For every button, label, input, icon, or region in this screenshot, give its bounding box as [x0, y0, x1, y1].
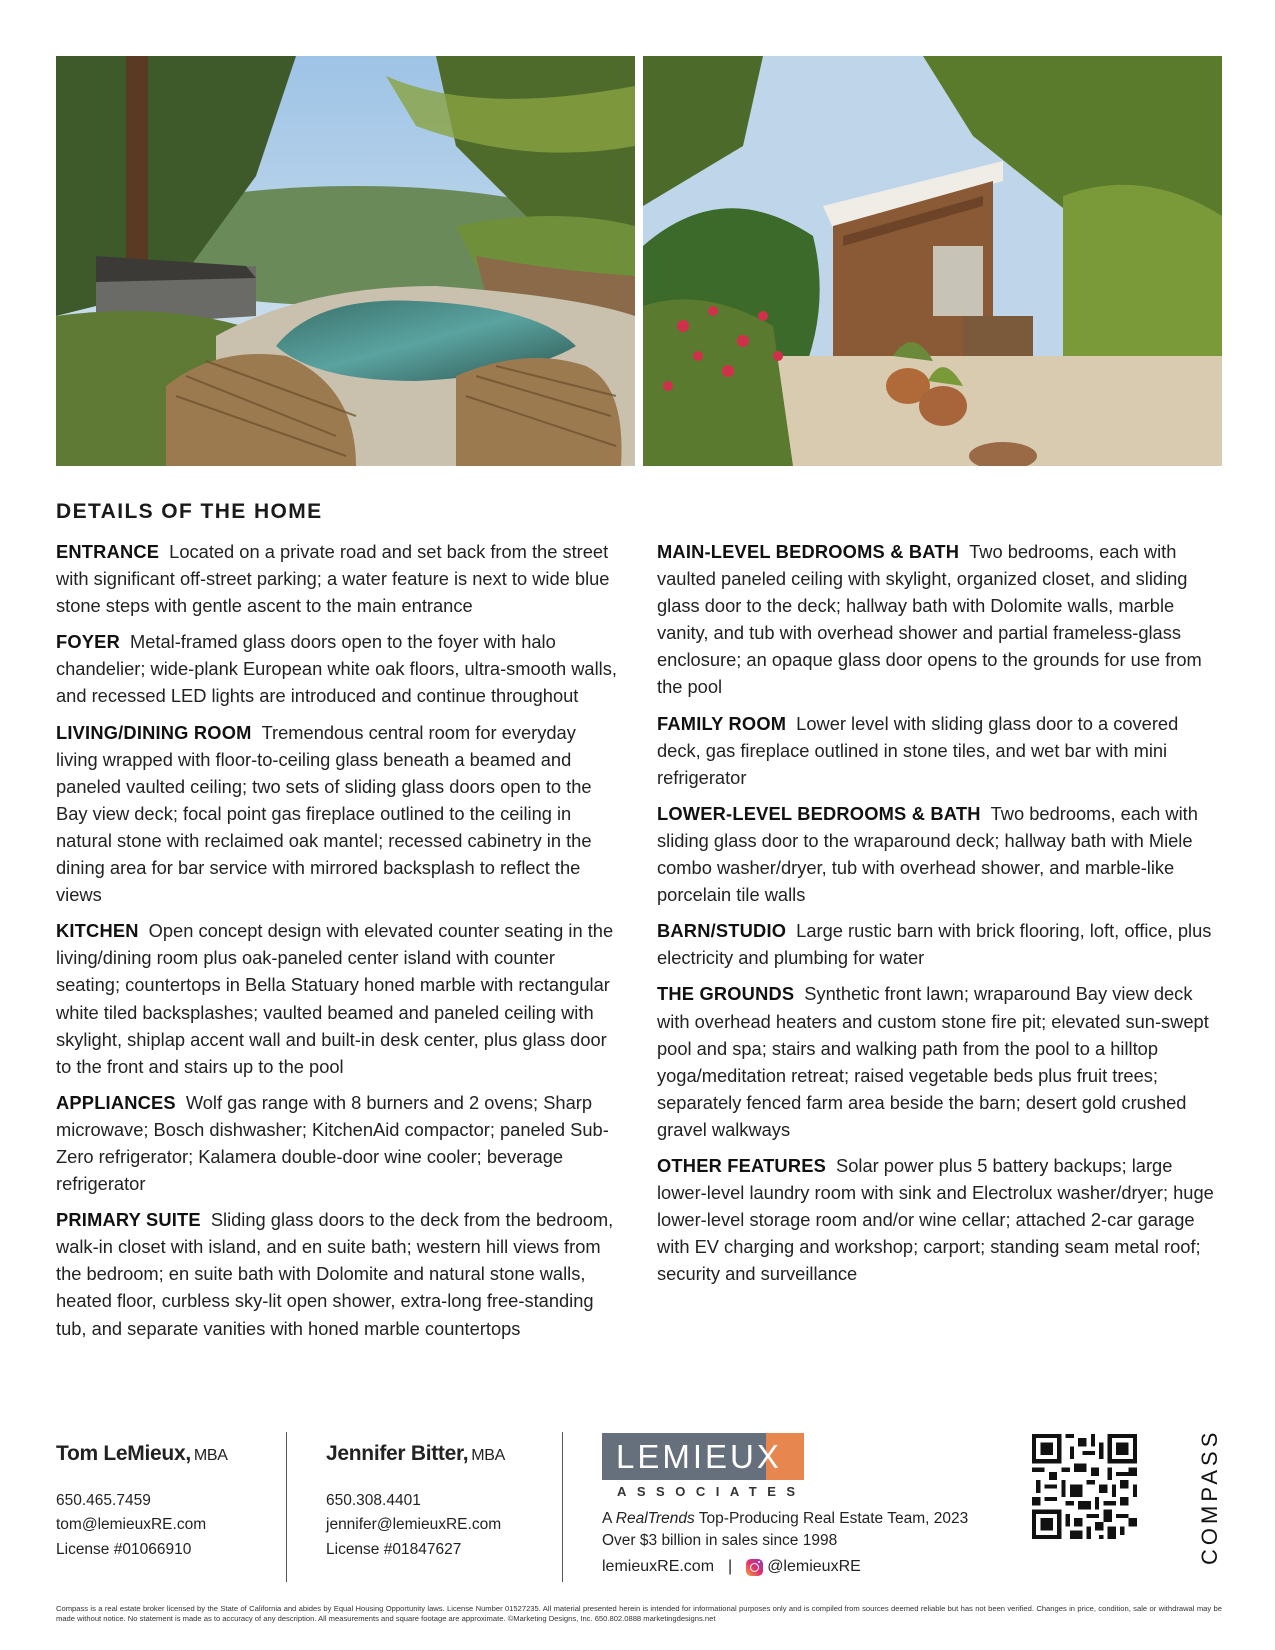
brand-tagline	[602, 1508, 968, 1552]
detail-text: Large rustic barn with brick flooring, loft, office, plus electricity and plumbing for water	[657, 920, 1212, 969]
detail-heading: APPLIANCES	[56, 1091, 176, 1113]
detail-heading: LIVING/DINING ROOM	[56, 721, 252, 743]
detail-text: Tremendous central room for everyday living wrapped with floor-to-ceiling glass beneath a beamed and paneled vaulted ceiling; two sets of sliding glass doors open to the Bay view deck; focal point gas fireplace outlined to the ceiling in natural stone with reclaimed oak mantel; recessed cabinetry in the dining area for bar service with mirrored backsplash to reflect the views	[56, 721, 592, 906]
detail-text: Located on a private road and set back from the street with significant off-street parking; a water feature is next to wide blue stone steps with gentle ascent to the main entrance	[56, 541, 610, 617]
web-links	[602, 1558, 861, 1576]
agent-credential: MBA	[471, 1447, 506, 1464]
agent-license: License #01847627	[326, 1540, 462, 1558]
detail-the-grounds	[657, 980, 1223, 1143]
detail-text: Lower level with sliding glass door to a covered deck, gas fireplace outlined in stone tiles, and wet bar with mini refrigerator	[657, 712, 1179, 788]
detail-heading: BARN/STUDIO	[657, 920, 787, 942]
details-left-column	[56, 538, 622, 1351]
barn-garden-photo	[643, 56, 1222, 466]
detail-text: Solar power plus 5 battery backups; large lower-level laundry room with sink and Electrolux washer/dryer; huge lower-level storage room and/or wine cellar; attached 2-car garage with EV charging and workshop; carport; standing seam metal roof; security and surveillance	[657, 1154, 1214, 1285]
agent-email[interactable]: tom@lemieuxRE.com	[56, 1516, 207, 1533]
detail-primary-suite	[56, 1206, 622, 1341]
detail-other-features	[657, 1152, 1223, 1287]
detail-heading: ENTRANCE	[56, 541, 160, 562]
detail-heading: FAMILY ROOM	[657, 712, 787, 734]
detail-text: Metal-framed glass doors open to the foyer with halo chandelier; wide-plank European white oak floors, ultra-smooth walls, and recessed LED lights are introduced and continue throughout	[56, 631, 617, 707]
instagram-icon	[746, 1559, 763, 1576]
detail-text: Sliding glass doors to the deck from the bedroom, walk-in closet with island, and en suite bath; western hill views from the bedroom; en suite bath with Dolomite and natural stone walls, heated floor, curbless sky-lit open shower, extra-long free-standing tub, and separate vanities with honed marble countertops	[56, 1209, 614, 1339]
detail-text: Two bedrooms, each with vaulted paneled ceiling with skylight, organized closet, and sliding glass door to the deck; hallway bath with Dolomite walls, marble vanity, and tub with overhead shower and partial frameless-glass enclosure; an opaque glass door opens to the grounds for use from the pool	[657, 541, 1202, 698]
agent-name-text: Jennifer Bitter,	[326, 1442, 469, 1465]
instagram-handle[interactable]: @lemieuxRE	[767, 1558, 861, 1575]
tagline-line-2: Over $3 billion in sales since 1998	[602, 1532, 838, 1549]
detail-text: Open concept design with elevated counter seating in the living/dining room plus oak-paneled center island with counter seating; countertops in Bella Statuary honed marble with rectangular white tiled backsplashes; vaulted beamed and paneled ceiling with skylight, shiplap accent wall and built-in desk center, plus glass door to the front and stairs up to the pool	[56, 920, 614, 1077]
detail-heading: OTHER FEATURES	[657, 1154, 827, 1176]
lemieux-logo	[602, 1433, 804, 1480]
tagline-rest: Top-Producing Real Estate Team, 2023	[694, 1510, 969, 1527]
tagline-italic: RealTrends	[615, 1510, 695, 1527]
detail-heading: FOYER	[56, 631, 120, 653]
logo-subtitle: ASSOCIATES	[617, 1484, 806, 1499]
agent-phone[interactable]: 650.308.4401	[326, 1491, 421, 1509]
agent-credential: MBA	[193, 1447, 228, 1464]
agent-card-jennifer	[326, 1442, 505, 1562]
detail-living-dining	[56, 719, 622, 909]
detail-family-room	[657, 710, 1223, 791]
detail-kitchen	[56, 917, 622, 1080]
website-link[interactable]: lemieuxRE.com	[602, 1558, 715, 1575]
detail-heading: KITCHEN	[56, 920, 139, 942]
agent-name	[56, 1442, 228, 1469]
compass-logo: COMPASS	[1197, 1428, 1222, 1565]
tagline-line-1	[602, 1508, 968, 1530]
detail-foyer	[56, 628, 622, 709]
qr-code-icon[interactable]	[1032, 1434, 1137, 1539]
detail-appliances	[56, 1089, 622, 1197]
detail-heading: MAIN-LEVEL BEDROOMS & BATH	[657, 541, 960, 562]
divider	[562, 1432, 563, 1582]
detail-text: Two bedrooms, each with sliding glass door to the wraparound deck; hallway bath with Miele combo washer/dryer, tub with overhead shower, and marble-like porcelain tile walls	[657, 802, 1198, 906]
detail-entrance	[56, 538, 622, 619]
detail-main-level-bedrooms	[657, 538, 1223, 701]
detail-heading: PRIMARY SUITE	[56, 1209, 201, 1231]
tagline-prefix: A	[602, 1510, 616, 1527]
divider	[286, 1432, 287, 1582]
agent-license: License #01066910	[56, 1540, 192, 1558]
detail-lower-level-bedrooms	[657, 800, 1223, 908]
agent-name	[326, 1442, 505, 1469]
pool-photo	[56, 56, 635, 466]
link-separator: |	[728, 1558, 733, 1575]
details-title: DETAILS OF THE HOME	[56, 500, 323, 523]
agent-email[interactable]: jennifer@lemieuxRE.com	[326, 1516, 502, 1533]
agent-phone[interactable]: 650.465.7459	[56, 1491, 151, 1509]
detail-text: Wolf gas range with 8 burners and 2 ovens; Sharp microwave; Bosch dishwasher; KitchenAid compactor; paneled Sub-Zero refrigerator; Kalamera double-door wine cooler; beverage refrigerator	[56, 1091, 609, 1195]
agent-card-tom	[56, 1442, 228, 1562]
detail-heading: THE GROUNDS	[657, 983, 795, 1005]
detail-text: Synthetic front lawn; wraparound Bay view deck with overhead heaters and custom stone fire pit; elevated sun-swept pool and spa; stairs and walking path from the pool to a hilltop yoga/meditation retreat; raised vegetable beds plus fruit trees; separately fenced farm area beside the barn; desert gold crushed gravel walkways	[657, 983, 1209, 1140]
details-right-column	[657, 538, 1223, 1296]
detail-barn-studio	[657, 917, 1223, 971]
agent-name-text: Tom LeMieux,	[56, 1442, 191, 1465]
logo-word: LEMIEUX	[616, 1438, 782, 1475]
detail-heading: LOWER-LEVEL BEDROOMS & BATH	[657, 802, 981, 824]
legal-disclaimer: Compass is a real estate broker licensed by the State of California and abides by Equal Housing Opportunity laws. License Number 01527235. All material presented herein is intended for informational purposes only and is compiled from sources deemed reliable but has not been verified. Changes in price, condition, sale or withdrawal may be made without notice. No statement is made as to accuracy of any description. All measurements and square footage are approximate. ©Marketing Designs, Inc. 650.802.0888 marketingdesigns.net	[56, 1604, 1222, 1623]
